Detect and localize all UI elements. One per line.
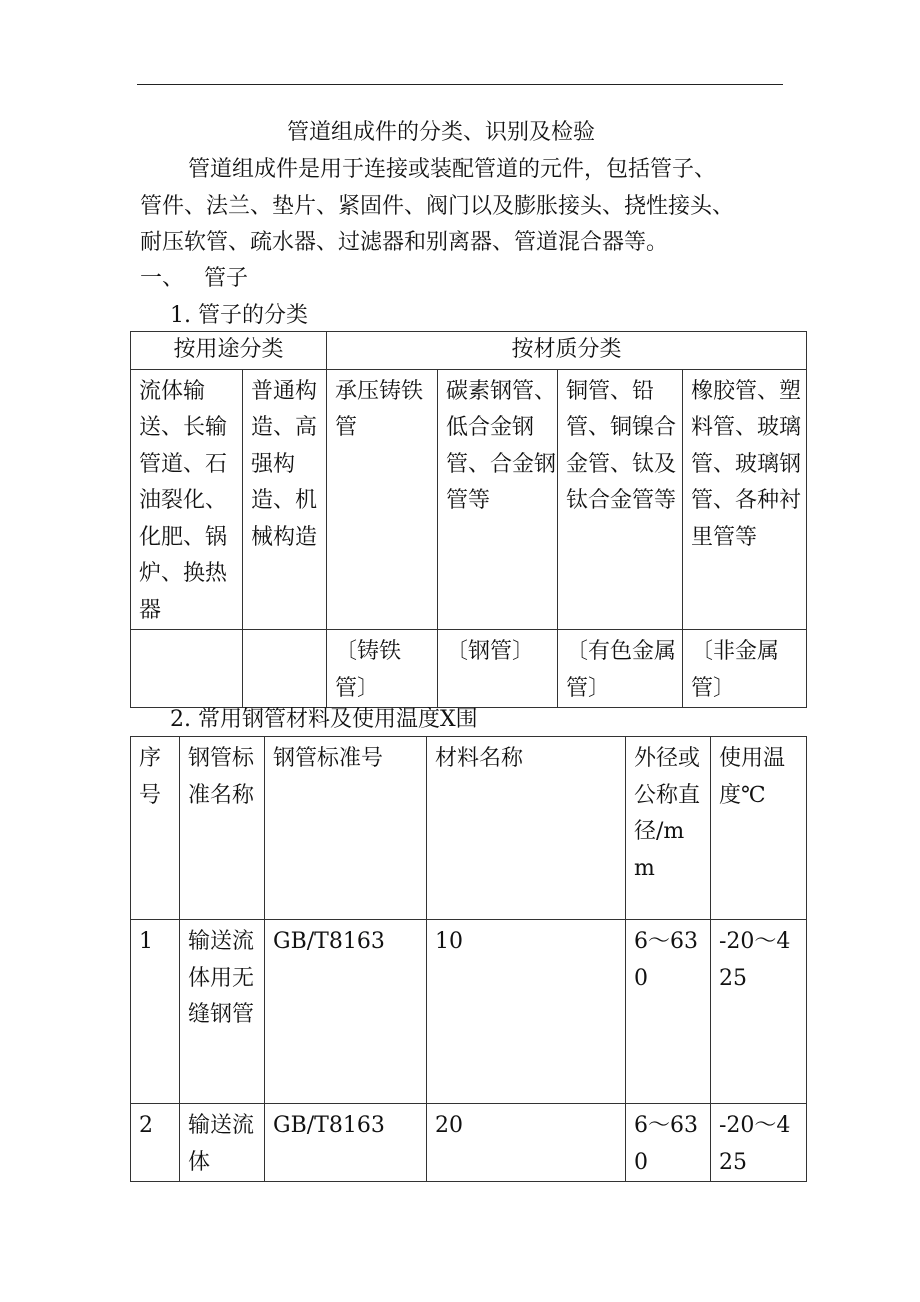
cell <box>243 630 327 708</box>
cell: -20～425 <box>711 920 807 1104</box>
subheading-1: 1. 管子的分类 <box>170 303 308 328</box>
cell: 〔钢管〕 <box>438 630 558 708</box>
cell: 10 <box>427 920 626 1104</box>
column-header: 使用温度℃ <box>711 737 807 920</box>
intro-line-3: 耐压软管、疏水器、过滤器和别离器、管道混合器等。 <box>140 230 669 255</box>
cell: 输送流体用无缝钢管 <box>180 920 265 1104</box>
column-header: 钢管标准名称 <box>180 737 265 920</box>
cell: 铜管、铅管、铜镍合金管、钛及钛合金管等 <box>558 369 683 630</box>
cell: GB/T8163 <box>265 920 427 1104</box>
cell: 橡胶管、塑料管、玻璃管、玻璃钢管、各种衬里管等 <box>683 369 807 630</box>
cell <box>131 630 243 708</box>
document-title: 管道组成件的分类、识别及检验 <box>287 120 596 145</box>
steel-pipe-table <box>130 736 807 1182</box>
cell: 普通构造、高强构造、机械构造 <box>243 369 327 630</box>
cell: 〔铸铁管〕 <box>327 630 438 708</box>
cell: 〔有色金属管〕 <box>558 630 683 708</box>
cell: 6～630 <box>626 1104 711 1182</box>
cell: 承压铸铁管 <box>327 369 438 630</box>
cell: -20～425 <box>711 1104 807 1182</box>
header-by-use: 按用途分类 <box>131 332 327 370</box>
cell: 20 <box>427 1104 626 1182</box>
section-title: 管子 <box>204 266 249 291</box>
cell: GB/T8163 <box>265 1104 427 1182</box>
table-row <box>131 1104 807 1182</box>
column-header: 钢管标准号 <box>265 737 427 920</box>
column-header: 外径或公称直径/mm <box>626 737 711 920</box>
cell: 1 <box>131 920 180 1104</box>
intro-line-2: 管件、法兰、垫片、紧固件、阀门以及膨胀接头、挠性接头、 <box>140 194 735 219</box>
header-rule <box>137 84 783 85</box>
pipe-classification-table <box>130 331 807 708</box>
subheading-2: 2. 常用钢管材料及使用温度X围 <box>170 707 478 732</box>
intro-line-1: 管道组成件是用于连接或装配管道的元件，包括管子、 <box>188 157 717 182</box>
header-by-material: 按材质分类 <box>327 332 807 370</box>
cell: 6～630 <box>626 920 711 1104</box>
table-row <box>131 920 807 1104</box>
cell: 2 <box>131 1104 180 1182</box>
cell: 碳素钢管、低合金钢管、合金钢管等 <box>438 369 558 630</box>
section-number: 一、 <box>140 266 185 291</box>
cell: 〔非金属管〕 <box>683 630 807 708</box>
column-header: 材料名称 <box>427 737 626 920</box>
cell: 输送流体 <box>180 1104 265 1182</box>
cell: 流体输送、长输管道、石油裂化、化肥、锅炉、换热器 <box>131 369 243 630</box>
column-header: 序号 <box>131 737 180 920</box>
